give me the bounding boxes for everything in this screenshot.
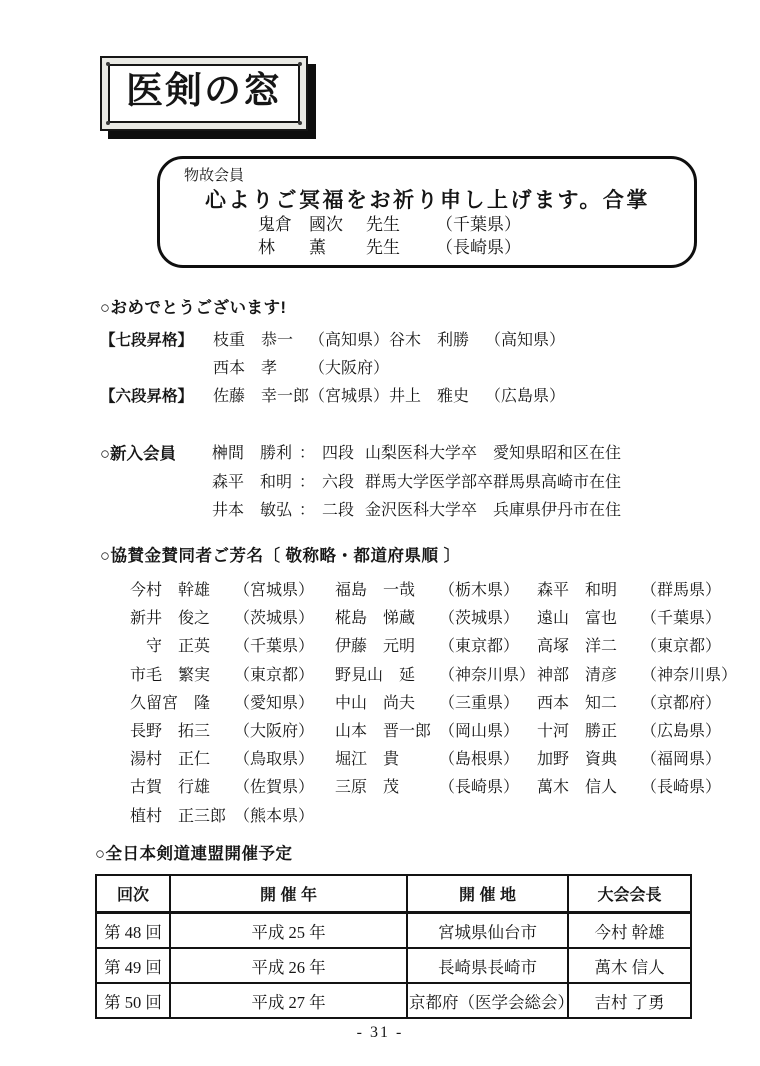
supporter-entry [537, 633, 737, 661]
memorial-person-honorific: 先生 [366, 215, 400, 234]
promotion-name: 佐藤 幸一郎 [213, 388, 310, 405]
new-member-residence: 群馬県高崎市在住 [493, 473, 622, 491]
supporter-prefecture: （三重県） [439, 694, 520, 712]
promotion-name: 枝重 恭一 [213, 332, 294, 349]
supporter-entry [537, 577, 737, 605]
promotion-line [100, 355, 720, 383]
schedule-column-header: 開 催 地 [407, 875, 568, 913]
congratulations-heading: ○おめでとうございます! [100, 299, 287, 317]
memorial-person [258, 213, 694, 236]
supporter-name: 西本 知二 [537, 694, 618, 712]
schedule-cell: 平成 25 年 [170, 913, 407, 949]
supporter-name: 十河 勝正 [537, 723, 618, 741]
schedule-section [95, 843, 695, 1019]
supporter-prefecture: （群馬県） [641, 582, 722, 599]
promotion-grade-label: 【六段昇格】 [100, 388, 194, 405]
supporter-entry [335, 662, 535, 690]
supporter-prefecture: （千葉県） [234, 638, 315, 656]
new-members-rows [100, 440, 740, 526]
supporter-name: 堀江 貴 [335, 751, 400, 769]
supporter-entry [335, 605, 535, 633]
new-member-row [100, 469, 740, 498]
supporters-column [130, 577, 314, 831]
new-members-section [100, 440, 740, 526]
supporter-name: 植村 正三郎 [130, 807, 227, 825]
supporter-prefecture: （愛知県） [234, 694, 315, 712]
new-member-name: 森平 和明 [212, 473, 293, 491]
supporter-entry [130, 605, 314, 633]
supporter-prefecture: （栃木県） [439, 582, 520, 599]
supporter-prefecture: （長崎県） [439, 779, 520, 797]
supporter-entry [130, 662, 314, 690]
supporter-name: 加野 資典 [537, 751, 618, 769]
plate-corner-dot [298, 62, 302, 66]
promotion-line [100, 327, 720, 355]
supporter-entry [335, 633, 535, 661]
new-member-name: 井本 敏弘 [212, 502, 293, 519]
new-member-rank: 六段 [322, 473, 355, 491]
supporter-prefecture: （鳥取県） [234, 751, 315, 769]
promotion-line [100, 383, 720, 411]
new-member-residence: 兵庫県伊丹市在住 [493, 502, 622, 519]
promotion-name: 谷木 利勝 [389, 332, 470, 349]
promotion-prefecture: （広島県） [485, 388, 566, 405]
supporter-name: 湯村 正仁 [130, 751, 211, 769]
supporter-name: 神部 清彦 [537, 666, 618, 684]
supporter-prefecture: （島根県） [439, 751, 520, 769]
schedule-column-header: 大会会長 [568, 875, 691, 913]
new-members-heading [100, 497, 212, 526]
plate-corner-dot [298, 121, 302, 125]
new-member-school: 山梨医科大学卒 [365, 445, 478, 462]
title-plate [100, 56, 308, 131]
promotion-prefecture: （宮城県） [309, 388, 390, 405]
supporter-name: 福島 一哉 [335, 582, 416, 599]
memorial-person-honorific: 先生 [366, 238, 400, 257]
supporter-name: 野見山 延 [335, 666, 416, 684]
supporter-name: 今村 幹雄 [130, 582, 211, 599]
supporter-name: 高塚 洋二 [537, 638, 618, 656]
schedule-cell: 長崎県長崎市 [407, 948, 568, 983]
supporter-entry [335, 774, 535, 802]
supporter-entry [335, 577, 535, 605]
schedule-cell: 平成 26 年 [170, 948, 407, 983]
supporter-entry [130, 690, 314, 718]
new-member-rank: 四段 [322, 445, 355, 462]
promotion-grade-label: 【七段昇格】 [100, 332, 194, 349]
promotion-name: 西本 孝 [213, 360, 278, 377]
schedule-cell: 萬木 信人 [568, 948, 691, 983]
plate-corner-dot [106, 62, 110, 66]
supporter-prefecture: （東京都） [234, 666, 315, 684]
memorial-box [157, 156, 697, 268]
supporter-prefecture: （神奈川県） [439, 666, 536, 684]
supporter-entry [537, 774, 737, 802]
promotion-grade-label [100, 355, 213, 383]
new-member-residence: 愛知県昭和区在住 [493, 445, 622, 462]
promotion-name: 井上 雅史 [389, 388, 470, 405]
supporter-entry [537, 662, 737, 690]
supporter-prefecture: （大阪府） [234, 723, 315, 741]
supporter-name: 森平 和明 [537, 582, 618, 599]
memorial-label: 物故会員 [184, 167, 245, 184]
supporter-name: 椛島 悌蔵 [335, 610, 416, 628]
supporter-prefecture: （長崎県） [641, 779, 722, 797]
supporter-entry [130, 803, 314, 831]
schedule-row [96, 983, 691, 1018]
supporter-name: 長野 拓三 [130, 723, 211, 741]
supporter-entry [537, 718, 737, 746]
supporter-name: 萬木 信人 [537, 779, 618, 797]
supporter-entry [130, 633, 314, 661]
supporter-entry [335, 746, 535, 774]
schedule-table [95, 874, 692, 1019]
new-member-school: 金沢医科大学卒 [365, 502, 478, 519]
new-member-row [100, 440, 740, 469]
supporter-prefecture: （神奈川県） [641, 666, 738, 684]
new-member-colon: ： [298, 502, 315, 519]
supporter-name: 中山 尚夫 [335, 694, 416, 712]
promotion-prefecture: （高知県） [309, 332, 390, 349]
schedule-row [96, 913, 691, 949]
supporter-prefecture: （千葉県） [641, 610, 722, 628]
congratulations-section [100, 297, 720, 411]
schedule-row [96, 948, 691, 983]
schedule-cell: 第 50 回 [96, 983, 170, 1018]
supporters-heading: ○協賛金賛同者ご芳名〔 敬称略・都道府県順 〕 [100, 547, 461, 565]
supporter-name: 市毛 繁実 [130, 666, 211, 684]
supporter-prefecture: （熊本県） [234, 807, 315, 825]
supporter-entry [130, 774, 314, 802]
schedule-cell: 第 49 回 [96, 948, 170, 983]
supporter-name: 新井 俊之 [130, 610, 211, 628]
promotion-lines [100, 327, 720, 411]
schedule-header-row [96, 875, 691, 913]
memorial-person-name: 鬼倉 國次 [258, 215, 343, 234]
schedule-column-header: 開 催 年 [170, 875, 407, 913]
schedule-heading: ○全日本剣道連盟開催予定 [95, 845, 293, 863]
supporter-name: 三原 茂 [335, 779, 400, 797]
title-plate-panel [108, 64, 300, 123]
new-member-rank: 二段 [322, 502, 355, 519]
supporter-name: 伊藤 元明 [335, 638, 416, 656]
supporter-prefecture: （茨城県） [234, 610, 315, 628]
supporter-entry [130, 746, 314, 774]
new-member-colon: ： [298, 473, 315, 491]
promotion-prefecture: （高知県） [485, 332, 566, 349]
new-member-name: 榊間 勝利 [212, 445, 293, 462]
supporter-name: 守 正英 [130, 638, 211, 656]
memorial-person-prefecture: （長崎県） [436, 238, 521, 257]
plate-corner-dot [106, 121, 110, 125]
supporter-prefecture: （宮城県） [234, 582, 315, 599]
new-members-heading [100, 469, 212, 498]
supporter-name: 遠山 富也 [537, 610, 618, 628]
supporters-column [537, 577, 737, 803]
new-member-colon: ： [298, 445, 315, 462]
memorial-people [160, 213, 694, 259]
schedule-cell: 宮城県仙台市 [407, 913, 568, 949]
supporter-prefecture: （佐賀県） [234, 779, 315, 797]
page-number: - 31 - [356, 1024, 404, 1041]
schedule-cell: 今村 幹雄 [568, 913, 691, 949]
supporter-entry [537, 605, 737, 633]
new-member-row [100, 497, 740, 526]
supporter-prefecture: （福岡県） [641, 751, 722, 769]
supporter-entry [335, 718, 535, 746]
supporter-entry [130, 577, 314, 605]
supporter-prefecture: （東京都） [439, 638, 520, 656]
supporters-section [100, 545, 740, 833]
supporters-grid [100, 577, 740, 833]
supporters-column [335, 577, 535, 803]
supporter-prefecture: （京都府） [641, 694, 722, 712]
supporter-prefecture: （茨城県） [439, 610, 520, 628]
supporter-prefecture: （広島県） [641, 723, 722, 741]
promotion-prefecture: （大阪府） [309, 360, 390, 377]
schedule-cell: 京都府（医学会総会） [407, 983, 568, 1018]
supporter-entry [537, 746, 737, 774]
memorial-person [258, 236, 694, 259]
new-members-heading: ○新入会員 [100, 445, 176, 463]
memorial-message: 心よりご冥福をお祈り申し上げます。合掌 [205, 188, 650, 212]
supporter-prefecture: （東京都） [641, 638, 722, 656]
page-title: 医剣の窓 [126, 70, 282, 111]
supporter-prefecture: （岡山県） [439, 723, 520, 741]
memorial-person-prefecture: （千葉県） [436, 215, 521, 234]
schedule-column-header: 回次 [96, 875, 170, 913]
new-member-school: 群馬大学医学部卒 [365, 473, 494, 491]
schedule-cell: 第 48 回 [96, 913, 170, 949]
memorial-person-name: 林 薫 [258, 238, 326, 257]
supporter-entry [130, 718, 314, 746]
schedule-cell: 平成 27 年 [170, 983, 407, 1018]
supporter-name: 久留宮 隆 [130, 694, 211, 712]
supporter-entry [335, 690, 535, 718]
supporter-entry [537, 690, 737, 718]
supporter-name: 山本 晋一郎 [335, 723, 432, 741]
schedule-cell: 吉村 了勇 [568, 983, 691, 1018]
supporter-name: 古賀 行雄 [130, 779, 211, 797]
